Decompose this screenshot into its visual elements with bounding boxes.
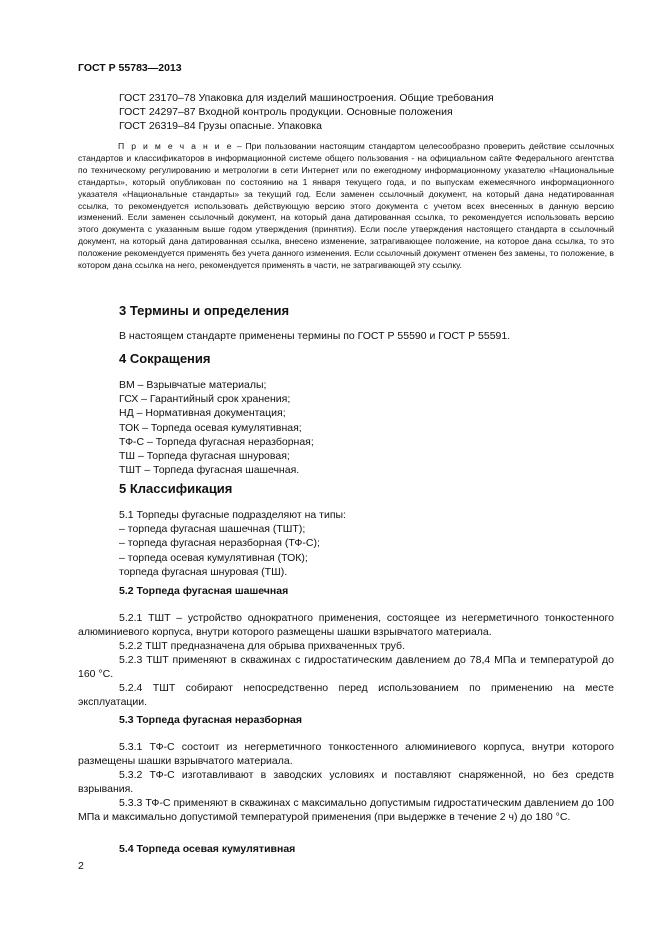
subsection-5-3-heading: 5.3 Торпеда фугасная неразборная bbox=[119, 714, 303, 726]
abbreviation-item: ВМ – Взрывчатые материалы; bbox=[119, 379, 267, 391]
abbreviation-item: ТШ – Торпеда фугасная шнуровая; bbox=[119, 450, 290, 463]
abbreviation-item: ТФ-С – Торпеда фугасная неразборная; bbox=[119, 435, 314, 448]
abbreviations-list bbox=[119, 378, 314, 477]
paragraph: 5.2.2 ТШТ предназначена для обрыва прихваченных труб. bbox=[119, 640, 405, 652]
classification-item: торпеда фугасная шнуровая (ТШ). bbox=[119, 565, 288, 578]
subsection-5-3-body bbox=[78, 740, 614, 824]
paragraph: 5.2.1 ТШТ – устройство однократного применения, состоящее из негерметичного тонкостенного алюминиевого корпуса, внутри которого размещены шашки взрывчатого материала. bbox=[78, 612, 614, 638]
reference-item: ГОСТ 24297–87 Входной контроль продукции. Основные положения bbox=[119, 106, 453, 118]
paragraph: 5.3.1 ТФ-С состоит из негерметичного тонкостенного алюминиевого корпуса, внутри которого размещены шашки взрывчатого материала. bbox=[78, 741, 614, 767]
paragraph: 5.2.3 ТШТ применяют в скважинах с гидростатическим давлением до 78,4 МПа и температурой до 160 °С. bbox=[78, 654, 614, 680]
section-5-heading: 5 Классификация bbox=[119, 481, 233, 496]
torpedo-types-list bbox=[119, 508, 346, 579]
page-number: 2 bbox=[78, 860, 84, 872]
note-text: – При пользовании настоящим стандартом целесообразно проверить действие ссылочных стандартов и классификаторов в информационной системе общего пользования - на официальном сайте Федерального агентства по техническому регулированию и метрологии в сети Интернет или по ежегодному информационному указателю «Национальные стандарты», который опубликован по состоянию на 1 января текущего года, и по выпускам ежемесячного информационного указателя «Национальные стандарты» за текущий год. Если заменен ссылочный документ, на который дана недатированная ссылка, то рекомендуется использовать действующую версию этого документа с учетом всех внесенных в данную версию изменений. Если заменен ссылочный документ, на который дана датированная ссылка, то рекомендуется использовать версию этого документа с указанным выше годом утверждения (принятия). Если после утверждения настоящего стандарта в ссылочный документ, на который дана датированная ссылка, внесено изменение, затрагивающее положение, на которое дана ссылка, то это положение рекомендуется применять без учета данного изменения. Если ссылочный документ отменен без замены, то положение, в котором дана ссылка на него, рекомендуется применять в части, не затрагивающей эту ссылку. bbox=[78, 141, 615, 271]
classification-item: 5.1 Торпеды фугасные подразделяют на типы: bbox=[119, 509, 346, 521]
page-header-standard-code: ГОСТ Р 55783—2013 bbox=[78, 62, 182, 74]
normative-references-list bbox=[119, 91, 494, 133]
reference-item: ГОСТ 26319–84 Грузы опасные. Упаковка bbox=[119, 120, 322, 132]
classification-item: – торпеда осевая кумулятивная (ТОК); bbox=[119, 551, 308, 564]
note-label: П р и м е ч а н и е bbox=[118, 141, 233, 151]
section-3-heading: 3 Термины и определения bbox=[119, 303, 290, 318]
subsection-5-4-heading: 5.4 Торпеда осевая кумулятивная bbox=[119, 843, 296, 855]
paragraph: 5.2.4 ТШТ собирают непосредственно перед использованием по применению на месте эксплуатации. bbox=[78, 682, 614, 708]
note-block bbox=[78, 141, 614, 272]
abbreviation-item: ГСХ – Гарантийный срок хранения; bbox=[119, 393, 291, 406]
classification-item: – торпеда фугасная шашечная (ТШТ); bbox=[119, 523, 306, 536]
abbreviation-item: НД – Нормативная документация; bbox=[119, 407, 286, 420]
section-4-heading: 4 Сокращения bbox=[119, 351, 211, 366]
paragraph: 5.3.3 ТФ-С применяют в скважинах с максимально допустимым гидростатическим давлением до 100 МПа и максимально допустимой температурой применения (при выдержке в течение 2 ч) до 180 °С. bbox=[78, 797, 614, 823]
abbreviation-item: ТШТ – Торпеда фугасная шашечная. bbox=[119, 464, 300, 477]
subsection-5-2-heading: 5.2 Торпеда фугасная шашечная bbox=[119, 585, 289, 597]
classification-item: – торпеда фугасная неразборная (ТФ-С); bbox=[119, 537, 320, 550]
section-3-text: В настоящем стандарте применены термины по ГОСТ Р 55590 и ГОСТ Р 55591. bbox=[119, 330, 511, 342]
abbreviation-item: ТОК – Торпеда осевая кумулятивная; bbox=[119, 421, 302, 434]
paragraph: 5.3.2 ТФ-С изготавливают в заводских условиях и поставляют снаряженной, но без средств взрывания. bbox=[78, 769, 614, 795]
reference-item: ГОСТ 23170–78 Упаковка для изделий машиностроения. Общие требования bbox=[119, 92, 494, 104]
subsection-5-2-body bbox=[78, 611, 614, 709]
